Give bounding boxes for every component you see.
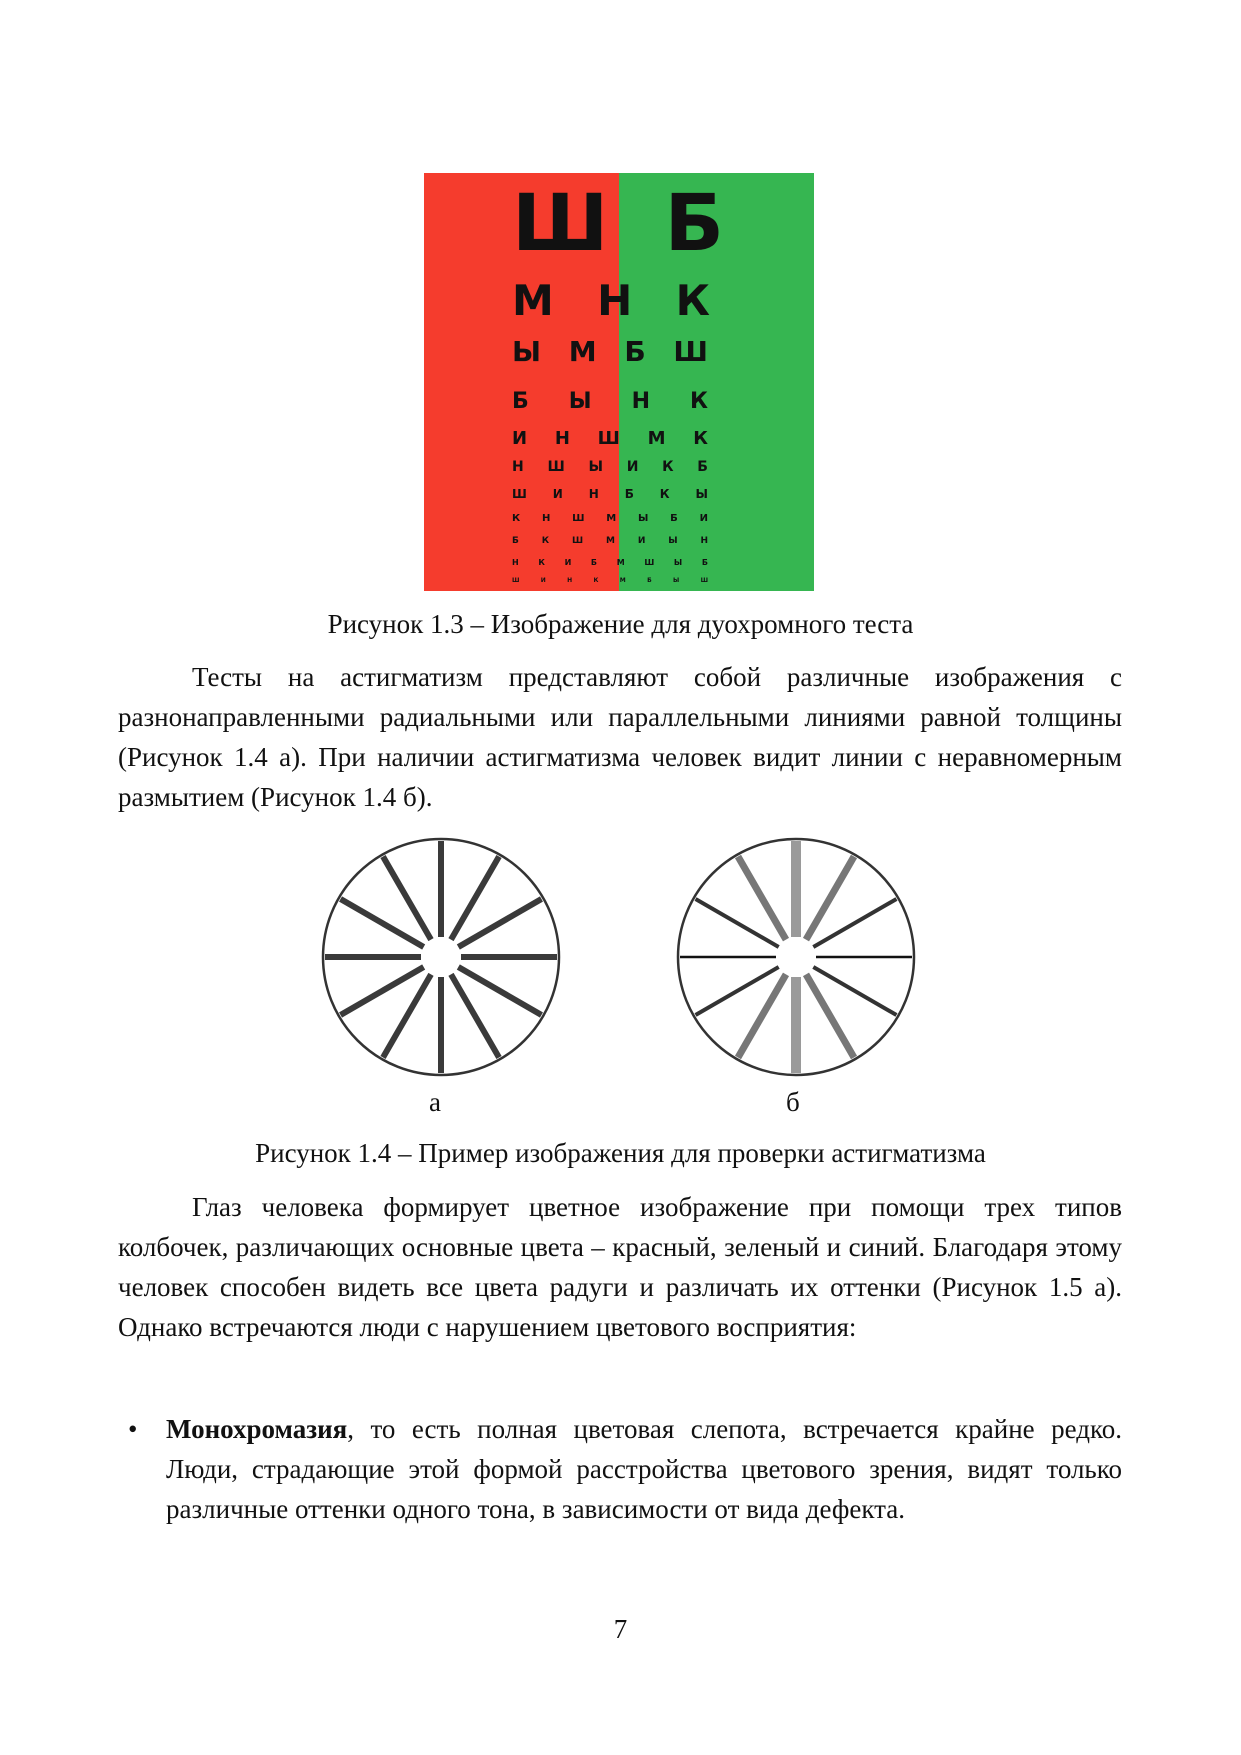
bullet-text: , то есть полная цветовая слепота, встречается крайне редко. Люди, страдающие этой формой расстройства цветового зрения, видят только различные оттенки одного тона, в зависимости от вида дефекта. — [166, 1414, 1122, 1524]
chart-letter: М — [616, 558, 625, 567]
chart-letter: М — [605, 536, 615, 546]
wheel-spoke — [791, 841, 801, 937]
chart-letter: Б — [697, 459, 708, 475]
chart-row — [424, 460, 814, 474]
chart-letter: Н — [554, 428, 570, 449]
chart-letter: Ш — [547, 459, 565, 475]
chart-letter: Б — [701, 558, 708, 567]
chart-letter: Н — [567, 577, 573, 584]
astigmatism-wheel-blurred — [675, 836, 917, 1078]
chart-letter: К — [593, 577, 599, 584]
chart-letter: Ы — [673, 558, 683, 567]
chart-letter: М — [512, 276, 554, 325]
chart-letter: Ш — [572, 513, 585, 524]
chart-letter: Б — [624, 335, 646, 368]
chart-row — [424, 537, 814, 546]
chart-letter: К — [541, 536, 550, 546]
chart-letter: Ы — [512, 335, 542, 368]
chart-row — [424, 276, 814, 325]
chart-letter: Н — [512, 558, 519, 567]
chart-row — [424, 391, 814, 413]
bullet-term: Монохромазия — [166, 1414, 348, 1444]
chart-row — [424, 430, 814, 448]
chart-letter: Ы — [668, 536, 678, 546]
paragraph-astigmatism: Тесты на астигматизм представляют собой различные изображения с разнонаправленными радиальными или параллельными линиями равной толщины (Рисунок 1.4 а). При наличии астигматизма человек видит линии с неравномерным размытием (Рисунок 1.4 б). — [118, 662, 1122, 812]
chart-row — [424, 559, 814, 567]
bullet-marker: • — [128, 1414, 138, 1444]
chart-letter: И — [512, 428, 528, 449]
chart-letter: Б — [624, 487, 634, 501]
chart-letter: Б — [670, 513, 678, 524]
chart-letter: Ш — [571, 536, 584, 546]
chart-letter: Ш — [700, 577, 708, 584]
chart-letter: И — [564, 558, 572, 567]
chart-letter: Н — [588, 487, 599, 501]
wheel-spoke — [325, 954, 421, 960]
chart-row — [424, 578, 814, 584]
chart-letter: Ы — [695, 487, 708, 501]
chart-letter: К — [675, 276, 710, 325]
wheel-spoke — [438, 977, 444, 1073]
chart-letter: Н — [597, 276, 633, 325]
chart-letter: И — [540, 577, 546, 584]
chart-letter: М — [619, 577, 626, 584]
chart-letter: Б — [512, 536, 519, 546]
chart-letter: К — [690, 389, 708, 414]
chart-letter: К — [659, 487, 670, 501]
duochrome-test-image — [424, 173, 814, 591]
chart-row — [424, 179, 814, 269]
page-number: 7 — [613, 1614, 628, 1644]
chart-letter: К — [538, 558, 545, 567]
chart-row — [424, 514, 814, 524]
wheel-spoke — [680, 956, 776, 959]
wheel-spoke — [438, 841, 444, 937]
chart-letter: И — [552, 487, 563, 501]
figure-1-3-caption: Рисунок 1.3 – Изображение для дуохромного теста — [327, 609, 914, 639]
chart-row — [424, 488, 814, 500]
chart-letter: Ш — [644, 558, 655, 567]
chart-letter: Н — [631, 389, 650, 414]
chart-letter: Ш — [512, 179, 609, 269]
chart-letter: И — [699, 513, 708, 524]
chart-letter: Ы — [673, 577, 680, 584]
chart-letter: Б — [664, 179, 724, 269]
chart-letter: Ы — [638, 513, 649, 524]
chart-letter: Ы — [568, 389, 592, 414]
chart-letter: К — [512, 513, 521, 524]
astigmatism-wheel-normal — [320, 836, 562, 1078]
chart-letter: Б — [590, 558, 598, 567]
chart-letter: К — [662, 459, 674, 475]
figure-1-4-label-b: б — [786, 1087, 800, 1117]
paragraph-color-vision: Глаз человека формирует цветное изображение при помощи трех типов колбочек, различающих основные цвета – красный, зеленый и синий. Благодаря этому человек способен видеть все цвета радуги и различать их оттенки (Рисунок 1.5 а). Однако встречаются люди с нарушением цветового восприятия: — [118, 1192, 1122, 1342]
chart-letter: Ш — [512, 577, 520, 584]
chart-letter: И — [626, 459, 639, 475]
wheel-spoke — [791, 977, 801, 1073]
wheel-spoke — [461, 954, 557, 960]
wheel-spoke — [816, 956, 912, 959]
chart-letter: М — [606, 513, 617, 524]
chart-row — [424, 335, 814, 368]
chart-letter: Ш — [512, 487, 527, 501]
chart-letter: Б — [512, 389, 529, 414]
figure-1-4-label-a: а — [429, 1087, 441, 1117]
chart-letter: Б — [647, 577, 652, 584]
chart-letter: М — [647, 428, 666, 449]
chart-letter: Н — [541, 513, 551, 524]
chart-letter: Ш — [597, 428, 620, 449]
chart-letter: И — [637, 536, 646, 546]
chart-letter: Н — [700, 536, 708, 546]
figure-1-4-caption: Рисунок 1.4 – Пример изображения для проверки астигматизма — [255, 1138, 986, 1168]
chart-letter: М — [568, 335, 597, 368]
chart-letter: Ш — [673, 335, 708, 368]
chart-letter: К — [693, 428, 708, 449]
chart-letter: Ы — [588, 459, 603, 475]
chart-letter: Н — [512, 459, 524, 475]
